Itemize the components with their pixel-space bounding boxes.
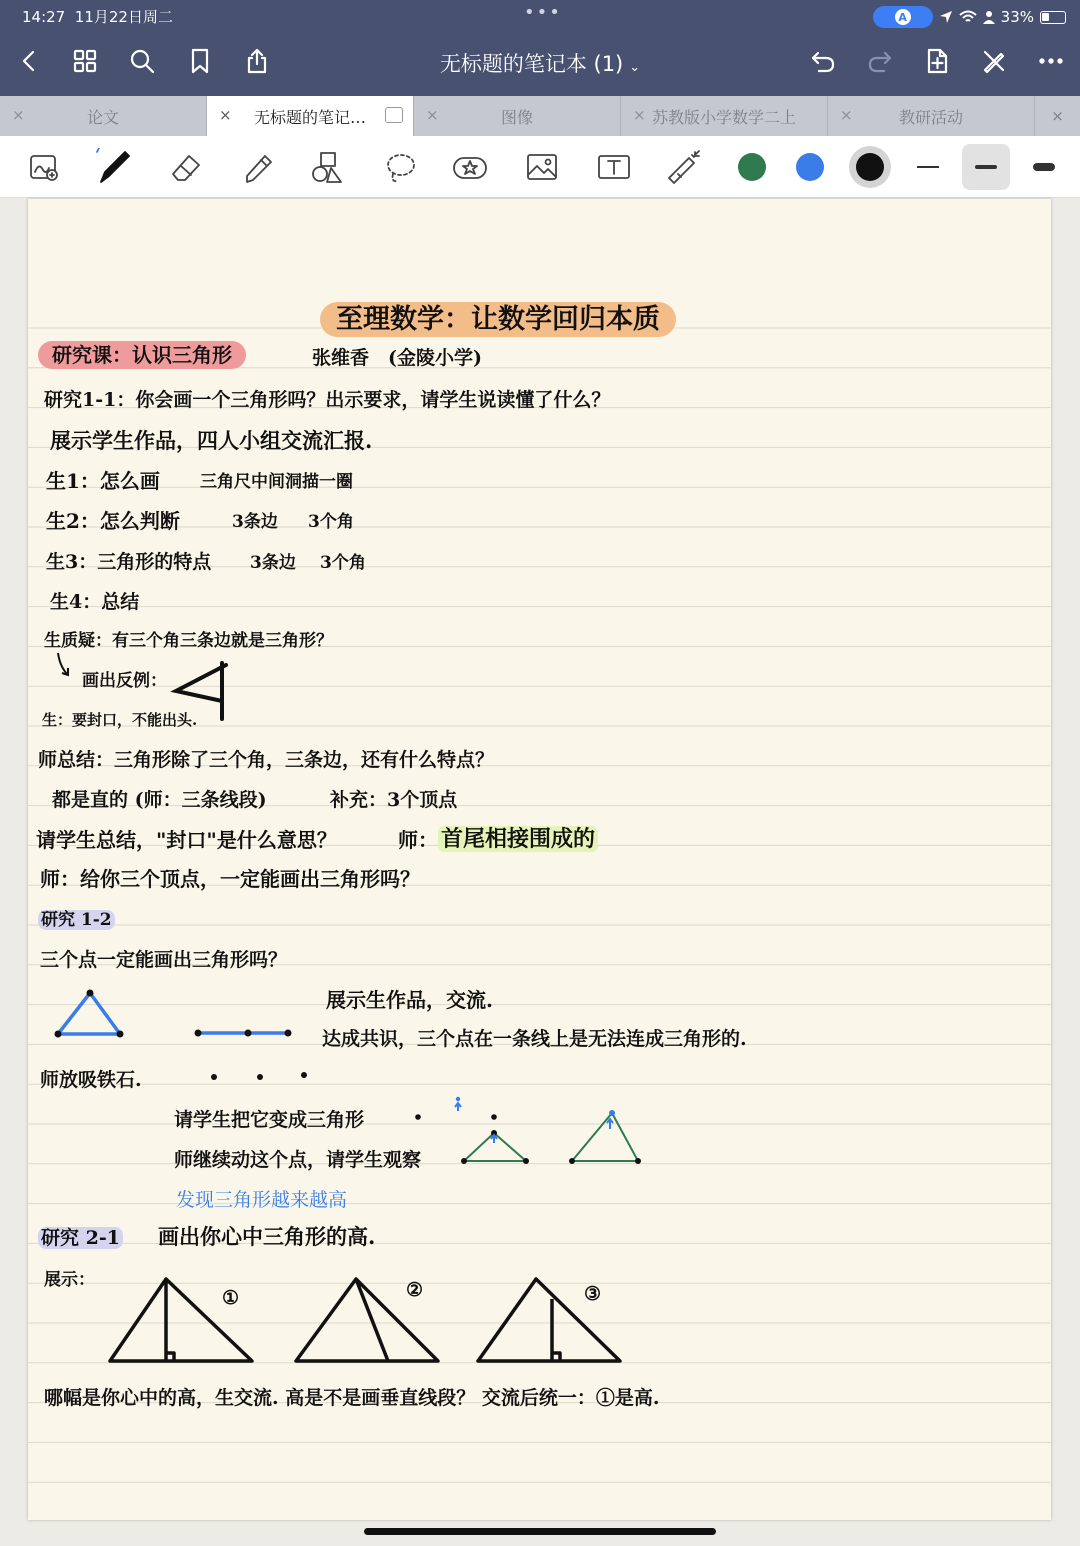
note-end-to-end: 首尾相接围成的 bbox=[438, 822, 598, 853]
color-swatch-selected-ring[interactable] bbox=[849, 146, 891, 188]
tab-label: 无标题的笔记… bbox=[253, 107, 366, 127]
tab-teaching-research[interactable] bbox=[828, 96, 1035, 136]
location-icon bbox=[939, 10, 953, 24]
home-indicator[interactable] bbox=[364, 1528, 716, 1535]
image-icon[interactable] bbox=[520, 146, 564, 188]
note-show: 展示： bbox=[44, 1270, 95, 1290]
height-triangles-drawing bbox=[104, 1275, 644, 1367]
note-three-vertices: 补充：3个顶点 bbox=[330, 789, 458, 811]
note-three-points-question: 三个点一定能画出三角形吗？ bbox=[40, 949, 288, 971]
note-closed-shape: 生：要封口，不能出头. bbox=[42, 711, 198, 729]
text-icon[interactable] bbox=[592, 146, 636, 188]
undo-icon[interactable] bbox=[806, 44, 840, 78]
blue-line-drawing bbox=[192, 1025, 296, 1041]
stroke-width-thick[interactable] bbox=[1020, 144, 1068, 190]
chevron-down-icon: ⌄ bbox=[629, 60, 641, 75]
note-straight-sides: 都是直的 (师：三条线段) bbox=[52, 789, 267, 811]
sticker-icon[interactable] bbox=[448, 146, 492, 188]
redo-icon[interactable] bbox=[863, 44, 897, 78]
note-closed-meaning: 请学生总结，"封口"是什么意思？ bbox=[36, 828, 337, 852]
close-icon[interactable]: × bbox=[219, 106, 232, 124]
document-title[interactable] bbox=[0, 48, 1080, 78]
tab-image[interactable] bbox=[414, 96, 621, 136]
color-swatch-black[interactable] bbox=[856, 153, 884, 181]
label-number-2: ② bbox=[406, 1279, 424, 1301]
tag-research-1-2: 研究 1-2 bbox=[38, 905, 115, 930]
blue-triangle-drawing bbox=[50, 987, 130, 1041]
note-magnets: 师放吸铁石. bbox=[40, 1069, 142, 1091]
multitask-dots-icon[interactable]: ••• bbox=[524, 2, 562, 23]
tab-label: 教研活动 bbox=[898, 107, 963, 127]
note-discovery: 发现三角形越来越高 bbox=[176, 1189, 348, 1211]
note-student-1: 生1：怎么画 bbox=[46, 469, 160, 493]
wifi-icon bbox=[959, 10, 977, 24]
note-keep-moving: 师继续动这个点，请学生观察 bbox=[174, 1149, 422, 1171]
note-student-1-detail: 三角尺中间洞描一圈 bbox=[200, 472, 353, 492]
stroke-width-medium[interactable] bbox=[962, 144, 1010, 190]
stroke-width-thin[interactable] bbox=[904, 144, 952, 190]
tab-math-textbook[interactable] bbox=[621, 96, 828, 136]
notebook-page[interactable] bbox=[28, 199, 1051, 1520]
note-counter-example: 画出反例： bbox=[82, 671, 167, 691]
arrow-drawing bbox=[54, 651, 74, 679]
status-indicators bbox=[873, 6, 1066, 28]
note-student-2-sides: 3条边 bbox=[232, 512, 278, 532]
status-date: 11月22日周二 bbox=[74, 8, 173, 26]
laser-pointer-icon[interactable] bbox=[662, 146, 706, 188]
thin-line-icon bbox=[917, 166, 939, 168]
close-icon[interactable]: × bbox=[633, 106, 646, 124]
note-student-2-angles: 3个角 bbox=[308, 512, 354, 532]
close-icon[interactable]: × bbox=[426, 106, 439, 124]
note-three-vertices-question: 师：给你三个顶点，一定能画出三角形吗？ bbox=[40, 867, 420, 891]
split-view-icon[interactable] bbox=[385, 107, 403, 123]
note-final-conclusion: 哪幅是你心中的高，生交流. 高是不是画垂直线段？ 交流后统一：①是高. bbox=[44, 1387, 660, 1409]
assistive-pill[interactable] bbox=[873, 6, 933, 28]
tab-label: 论文 bbox=[86, 107, 119, 127]
status-time: 14:27 bbox=[22, 8, 66, 26]
note-student-3: 生3：三角形的特点 bbox=[46, 551, 212, 573]
close-icon[interactable]: × bbox=[840, 106, 853, 124]
tab-paper[interactable] bbox=[0, 96, 207, 136]
document-title-text: 无标题的笔记本 (1) bbox=[439, 52, 624, 76]
note-student-3-sides: 3条边 bbox=[250, 553, 296, 573]
top-bar bbox=[0, 0, 1080, 96]
eraser-icon[interactable] bbox=[164, 146, 208, 188]
teacher-name: 张维香 (金陵小学) bbox=[312, 347, 482, 369]
lesson-title: 研究课：认识三角形 bbox=[38, 339, 246, 368]
note-teacher-label: 师： bbox=[398, 828, 438, 852]
note-student-2: 生2：怎么判断 bbox=[46, 509, 180, 533]
green-triangles-drawing bbox=[410, 1091, 650, 1171]
medium-line-icon bbox=[975, 165, 997, 169]
lasso-zoom-icon[interactable] bbox=[22, 146, 66, 188]
close-icon[interactable]: × bbox=[12, 106, 25, 124]
label-number-1: ① bbox=[222, 1287, 240, 1309]
note-consensus: 达成共识，三个点在一条线上是无法连成三角形的. bbox=[322, 1028, 747, 1050]
more-icon[interactable] bbox=[1034, 44, 1068, 78]
lasso-icon[interactable] bbox=[378, 146, 422, 188]
note-line-research-1-1: 研究1-1：你会画一个三角形吗？出示要求，请学生说读懂了什么？ bbox=[44, 389, 611, 411]
battery-fill bbox=[1042, 13, 1049, 21]
color-swatch-green[interactable] bbox=[738, 153, 766, 181]
shapes-icon[interactable] bbox=[306, 146, 350, 188]
tab-label: 图像 bbox=[500, 107, 533, 127]
person-icon bbox=[983, 10, 995, 24]
close-icon[interactable]: × bbox=[1051, 107, 1064, 125]
pen-off-icon[interactable] bbox=[977, 44, 1011, 78]
note-line-show-works: 展示学生作品，四人小组交流汇报. bbox=[50, 428, 373, 453]
highlighter-icon[interactable] bbox=[236, 146, 280, 188]
thick-line-icon bbox=[1033, 163, 1055, 171]
note-student-4: 生4：总结 bbox=[50, 591, 140, 613]
color-swatch-blue[interactable] bbox=[796, 153, 824, 181]
battery-icon bbox=[1040, 11, 1066, 24]
page-title: 至理数学：让数学回归本质 bbox=[320, 297, 676, 336]
three-dots-drawing bbox=[204, 1067, 314, 1087]
tag-research-2-1: 研究 2-1 bbox=[38, 1223, 123, 1250]
note-draw-height: 画出你心中三角形的高. bbox=[158, 1224, 376, 1249]
pen-icon[interactable] bbox=[92, 146, 136, 188]
battery-percent: 33% bbox=[1000, 8, 1034, 26]
note-make-triangle: 请学生把它变成三角形 bbox=[174, 1109, 365, 1131]
label-number-3: ③ bbox=[584, 1283, 602, 1305]
note-teacher-summary: 师总结：三角形除了三个角，三条边，还有什么特点？ bbox=[38, 749, 495, 771]
note-question: 生质疑：有三个角三条边就是三角形？ bbox=[44, 631, 333, 651]
pill-letter: A bbox=[895, 9, 911, 25]
add-page-icon[interactable] bbox=[920, 44, 954, 78]
tab-label: 苏教版小学数学二上 bbox=[651, 107, 796, 127]
note-show-and-discuss: 展示生作品，交流. bbox=[326, 988, 493, 1012]
note-student-3-angles: 3个角 bbox=[320, 553, 366, 573]
status-time-date bbox=[22, 6, 173, 27]
tab-untitled-notebook[interactable] bbox=[207, 96, 414, 136]
tab-bar bbox=[0, 96, 1080, 136]
